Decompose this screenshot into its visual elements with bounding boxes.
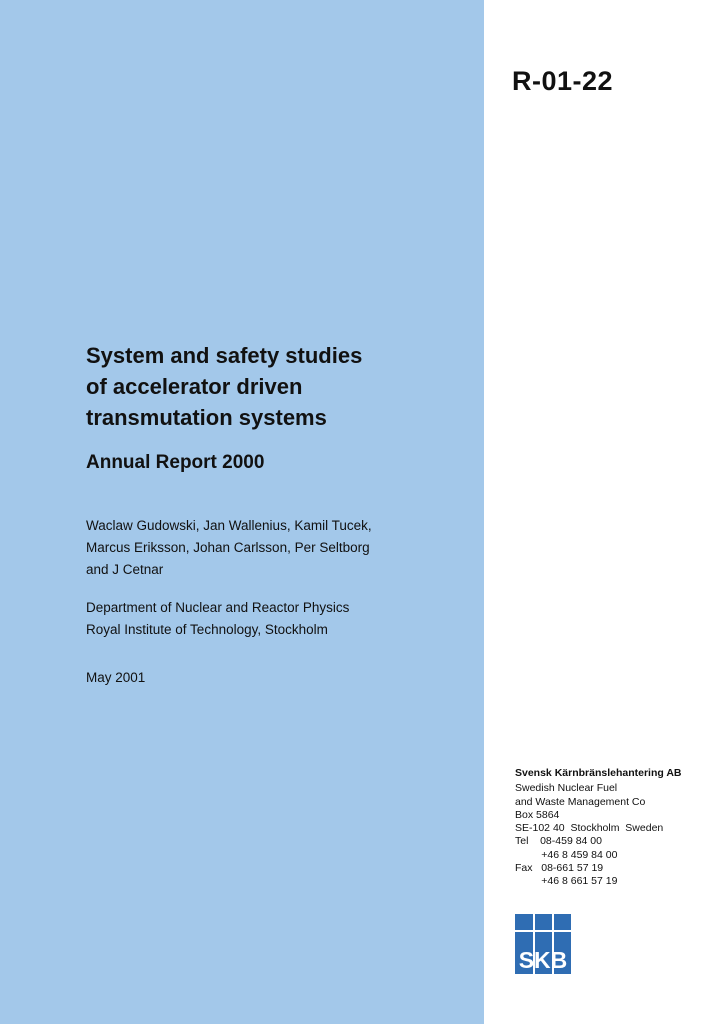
department-line: Royal Institute of Technology, Stockholm: [86, 622, 328, 637]
author-line: and J Cetnar: [86, 562, 164, 577]
department: [86, 597, 466, 641]
phone-line: Tel 08-459 84 00: [515, 835, 602, 848]
report-title: [86, 340, 466, 433]
skb-logo: [515, 914, 571, 974]
author-line: Waclaw Gudowski, Jan Wallenius, Kamil Tucek,: [86, 518, 372, 533]
phone-line: +46 8 459 84 00: [515, 848, 618, 861]
address-line: SE-102 40 Stockholm Sweden: [515, 822, 664, 835]
organization-name: Svensk Kärnbränslehantering AB: [515, 767, 682, 779]
author-line: Marcus Eriksson, Johan Carlsson, Per Seltborg: [86, 540, 370, 555]
title-line: System and safety studies: [86, 343, 363, 368]
address-line: and Waste Management Co: [515, 795, 646, 808]
title-line: transmutation systems: [86, 405, 327, 430]
fax-line: Fax 08-661 57 19: [515, 862, 604, 875]
report-number: R-01-22: [512, 66, 614, 96]
report-subtitle: Annual Report 2000: [86, 452, 265, 473]
address-line: Swedish Nuclear Fuel: [515, 782, 618, 795]
fax-line: +46 8 661 57 19: [515, 875, 618, 888]
logo-text: SKB: [518, 947, 568, 973]
department-line: Department of Nuclear and Reactor Physics: [86, 600, 350, 615]
address-line: Box 5864: [515, 808, 560, 821]
title-line: of accelerator driven: [86, 374, 303, 399]
publication-date: May 2001: [86, 670, 146, 685]
author-list: [86, 515, 466, 581]
organization-address: [515, 767, 715, 889]
